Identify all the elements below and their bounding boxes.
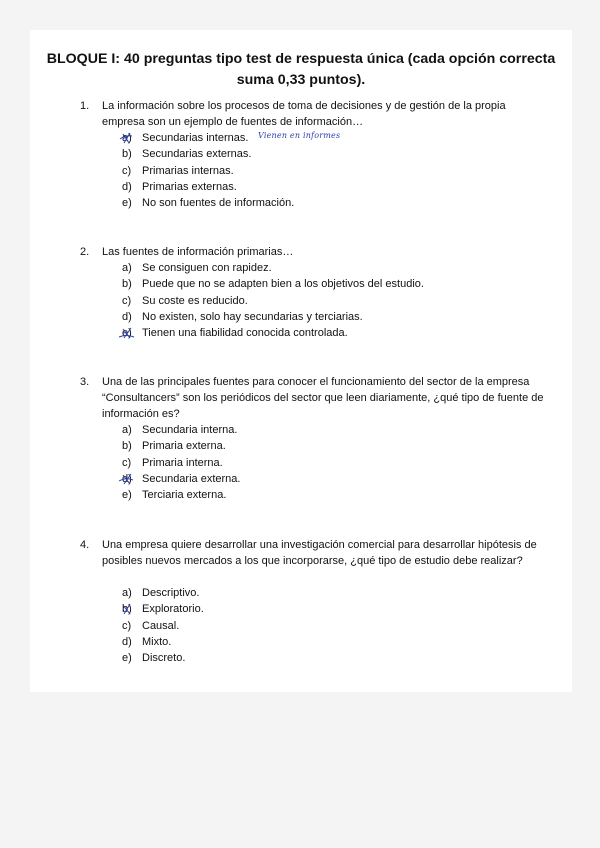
option-letter: a)	[122, 587, 132, 599]
handwritten-check-mark-icon	[116, 601, 142, 617]
option-text: Puede que no se adapten bien a los objetivos del estudio.	[142, 278, 424, 291]
option-text: Secundarias internas.	[142, 132, 249, 144]
option-text: Tienen una fiabilidad conocida controlada.	[142, 327, 348, 340]
option-letter: b)	[122, 278, 132, 291]
option-letter: b)	[122, 148, 132, 161]
question-number: 4.	[80, 539, 90, 551]
option-letter: e)	[122, 327, 132, 340]
question-text: Las fuentes de información primarias…	[102, 246, 294, 258]
option-letter: b)	[122, 440, 132, 453]
option-letter: a)	[122, 424, 132, 436]
option-letter: d)	[122, 310, 132, 323]
handwritten-check-mark-icon	[116, 130, 142, 146]
option-letter: d)	[122, 180, 132, 193]
option-letter: c)	[122, 619, 132, 632]
option-letter: c)	[122, 164, 132, 177]
option-text: Causal.	[142, 619, 180, 632]
option-text: Primarias internas.	[142, 164, 234, 177]
option-letter: d)	[122, 635, 132, 648]
option-text: No son fuentes de información.	[142, 197, 295, 210]
option-text: Primaria interna.	[142, 456, 223, 469]
option-letter: b)	[122, 603, 132, 616]
option-letter: a)	[122, 132, 132, 144]
question-text: La información sobre los procesos de toma de decisiones y de gestión de la propia empresa son un ejemplo de fuentes de información…	[102, 100, 506, 128]
option-text: Mixto.	[142, 635, 172, 648]
option-letter: e)	[122, 489, 132, 502]
option-letter: e)	[122, 652, 132, 665]
option-letter: d)	[122, 472, 132, 485]
option-text: Secundarias externas.	[142, 148, 252, 161]
question-text: Una empresa quiere desarrollar una investigación comercial para desarrollar hipótesis de posibles nuevos mercados a los que incorporarse, ¿qué tipo de estudio debe realizar?	[102, 539, 537, 567]
option-text: Primarias externas.	[142, 180, 237, 193]
option-text: Exploratorio.	[142, 603, 204, 616]
option-text: Discreto.	[142, 652, 186, 665]
exam-page	[30, 30, 572, 692]
question-number: 3.	[80, 376, 90, 388]
question-number: 1.	[80, 100, 90, 112]
option-text: Su coste es reducido.	[142, 294, 248, 307]
option-text: Secundaria interna.	[142, 424, 238, 436]
option-text: Secundaria externa.	[142, 472, 241, 485]
handwritten-note: Vienen en informes	[258, 131, 341, 140]
handwritten-check-mark-icon	[116, 471, 142, 487]
option-text: Se consiguen con rapidez.	[142, 262, 272, 274]
option-text: Terciaria externa.	[142, 489, 227, 502]
question-text: Una de las principales fuentes para conocer el funcionamiento del sector de la empresa “Consultancers” son los periódicos del sector que leen diariamente, ¿qué tipo de fuente de información es?	[102, 376, 544, 420]
option-letter: e)	[122, 197, 132, 210]
option-letter: c)	[122, 294, 132, 307]
option-text: No existen, solo hay secundarias y terciarias.	[142, 310, 363, 323]
page-title: BLOQUE I: 40 preguntas tipo test de respuesta única (cada opción correcta suma 0,33 puntos).	[46, 51, 556, 88]
option-text: Descriptivo.	[142, 587, 200, 599]
handwritten-check-mark-icon	[116, 325, 142, 341]
option-text: Primaria externa.	[142, 440, 226, 453]
question-number: 2.	[80, 246, 90, 258]
option-letter: a)	[122, 262, 132, 274]
option-letter: c)	[122, 456, 132, 469]
